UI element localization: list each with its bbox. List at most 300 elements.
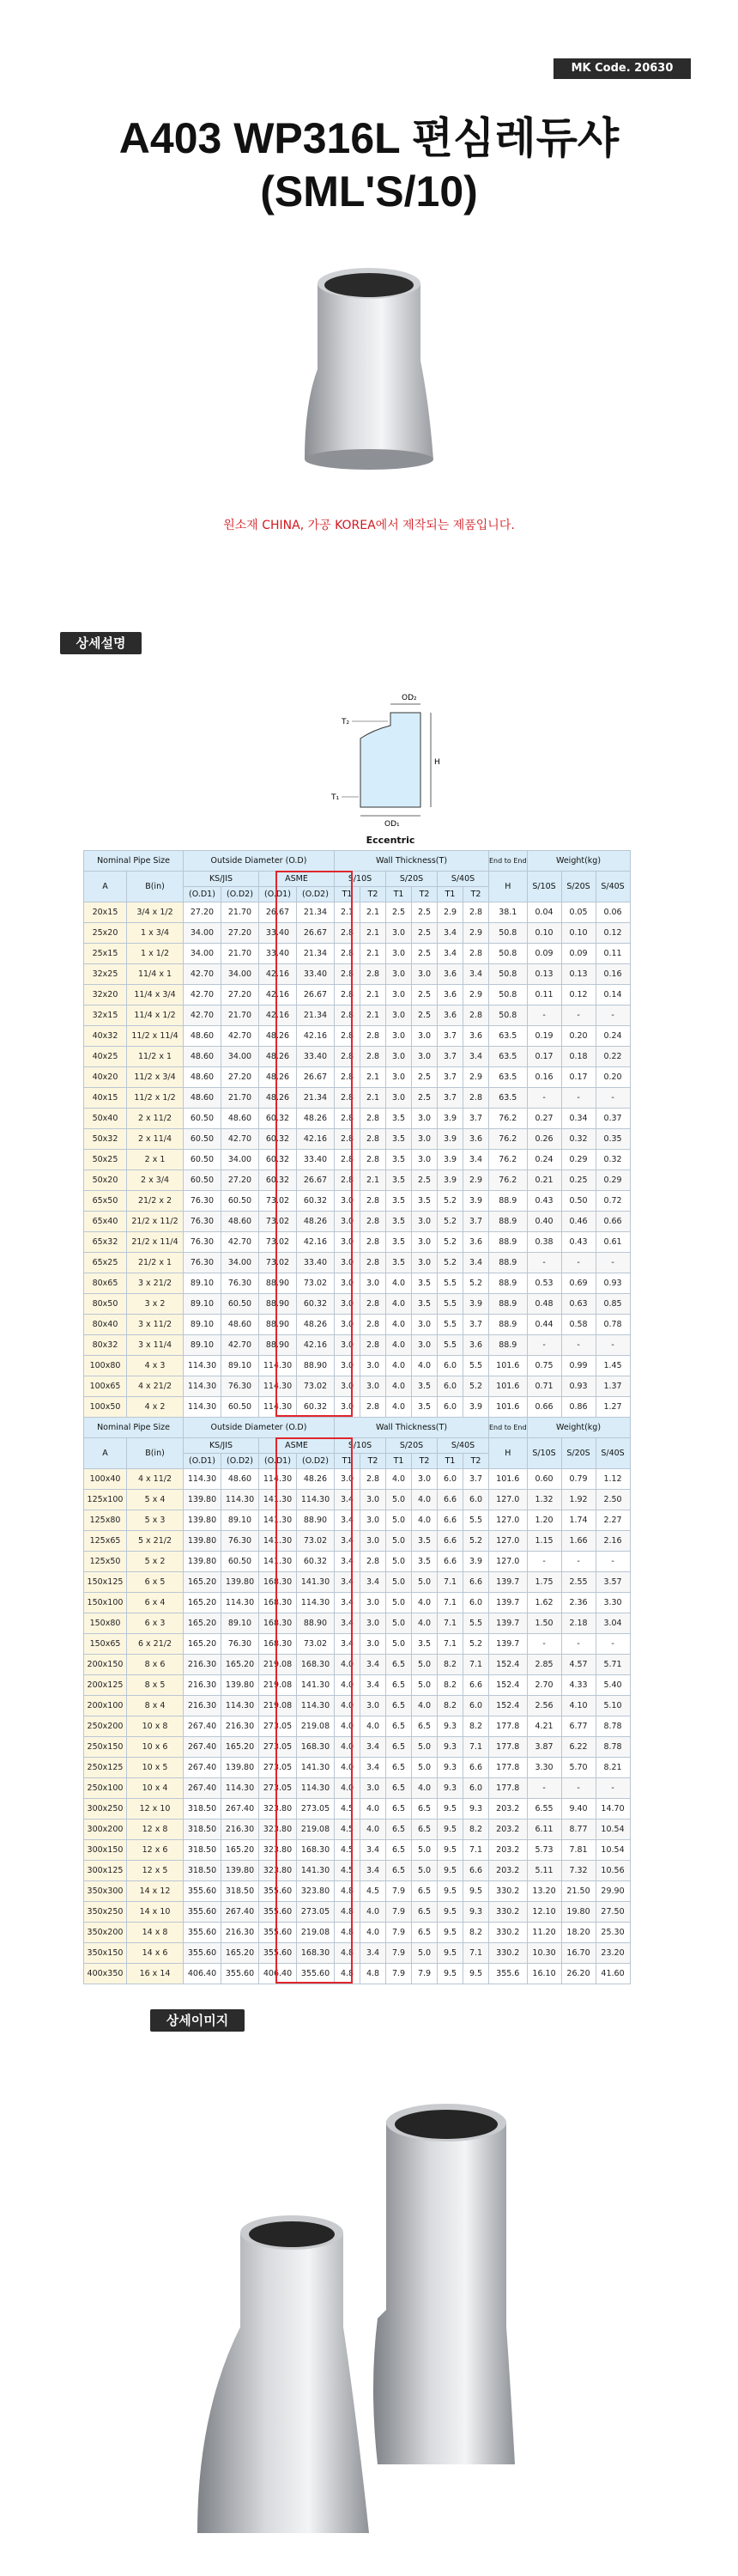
table-cell: 29.90 — [596, 1881, 630, 1902]
table-cell: 2 x 11/4 — [127, 1129, 184, 1150]
table-cell: 267.40 — [184, 1737, 221, 1758]
table-row — [84, 1335, 631, 1356]
table-cell: 0.09 — [527, 944, 561, 964]
table-cell: 3.0 — [335, 1335, 360, 1356]
table-cell: 26.67 — [259, 902, 297, 923]
table-cell: 5.0 — [386, 1613, 412, 1634]
table-cell: 5.11 — [527, 1861, 561, 1881]
table-cell: 76.2 — [489, 1109, 528, 1129]
table-cell: 3.4 — [360, 1737, 386, 1758]
table-cell: 6.6 — [438, 1510, 463, 1531]
table-cell: 50x25 — [84, 1150, 127, 1170]
table-cell: 350x200 — [84, 1923, 127, 1943]
table-cell: 73.02 — [297, 1273, 335, 1294]
table-cell: 152.4 — [489, 1696, 528, 1716]
hdr-w-s10s: S/10S — [527, 872, 561, 902]
table-cell: 3.4 — [360, 1840, 386, 1861]
table-cell: 21/2 x 11/2 — [127, 1212, 184, 1232]
table-cell: 323.80 — [259, 1861, 297, 1881]
table-cell: 5 x 4 — [127, 1490, 184, 1510]
table-cell: 12 x 5 — [127, 1861, 184, 1881]
table-cell: 127.0 — [489, 1490, 528, 1510]
table-cell: 177.8 — [489, 1737, 528, 1758]
table-cell: 73.02 — [259, 1212, 297, 1232]
table-cell: 3.0 — [412, 1232, 438, 1253]
table-cell: 3.0 — [412, 1026, 438, 1047]
table-cell: 139.80 — [184, 1531, 221, 1552]
table-cell: 165.20 — [221, 1737, 259, 1758]
table-cell: 114.30 — [297, 1778, 335, 1799]
table-cell: 318.50 — [184, 1820, 221, 1840]
table-cell: 40x25 — [84, 1047, 127, 1067]
table-cell: 76.30 — [184, 1191, 221, 1212]
hdr-t2: T2 — [412, 887, 438, 902]
table-cell: 0.66 — [527, 1397, 561, 1418]
table-cell: 27.50 — [596, 1902, 630, 1923]
table-cell: 9.5 — [463, 1964, 489, 1984]
table-cell: 4.0 — [386, 1356, 412, 1376]
table-cell: 1.32 — [527, 1490, 561, 1510]
table-cell: 219.08 — [297, 1716, 335, 1737]
table-cell: 1.20 — [527, 1510, 561, 1531]
table-cell: 33.40 — [297, 1047, 335, 1067]
table-cell: 139.80 — [184, 1510, 221, 1531]
table-cell: 33.40 — [259, 944, 297, 964]
table-cell: 6.5 — [386, 1840, 412, 1861]
table-row — [84, 1376, 631, 1397]
table-cell: 355.60 — [184, 1923, 221, 1943]
table-cell: 18.20 — [561, 1923, 596, 1943]
table-cell: 3.9 — [463, 1552, 489, 1572]
table-cell: 114.30 — [221, 1778, 259, 1799]
table-cell: 0.06 — [596, 902, 630, 923]
table-cell: 33.40 — [297, 964, 335, 985]
table-cell: 9.5 — [438, 1861, 463, 1881]
table-cell: 0.50 — [561, 1191, 596, 1212]
table-cell: 168.30 — [297, 1943, 335, 1964]
table-cell: 63.5 — [489, 1026, 528, 1047]
table-cell: 4.8 — [335, 1902, 360, 1923]
table-cell: 2.70 — [527, 1675, 561, 1696]
table-cell: 150x100 — [84, 1593, 127, 1613]
table-cell: 139.80 — [184, 1552, 221, 1572]
table-cell: 2.8 — [335, 923, 360, 944]
hdr-a: A — [84, 1438, 127, 1469]
table-cell: 3/4 x 1/2 — [127, 902, 184, 923]
table-cell: 2.9 — [463, 1067, 489, 1088]
table-cell: 0.63 — [561, 1294, 596, 1315]
table-cell: 3.9 — [438, 1129, 463, 1150]
table-cell: 114.30 — [297, 1696, 335, 1716]
table-cell: 26.67 — [297, 985, 335, 1005]
table-cell: 48.26 — [297, 1109, 335, 1129]
table-cell: 16 x 14 — [127, 1964, 184, 1984]
table-row — [84, 1634, 631, 1655]
table-cell: 89.10 — [221, 1510, 259, 1531]
table-cell: 76.30 — [221, 1376, 259, 1397]
table-cell: 3.9 — [438, 1170, 463, 1191]
table-cell: 3.4 — [335, 1552, 360, 1572]
table-cell: 406.40 — [184, 1964, 221, 1984]
table-cell: 10.54 — [596, 1840, 630, 1861]
table-cell: 114.30 — [221, 1593, 259, 1613]
table-cell: 63.5 — [489, 1088, 528, 1109]
table-cell: 5.2 — [438, 1232, 463, 1253]
table-cell: 42.16 — [297, 1335, 335, 1356]
table-cell: 27.20 — [221, 923, 259, 944]
table-cell: 5.2 — [463, 1273, 489, 1294]
table-cell: 4.21 — [527, 1716, 561, 1737]
hdr-weight: Weight(kg) — [527, 851, 630, 872]
table-cell: 0.17 — [561, 1067, 596, 1088]
hdr-asme-od2: (O.D2) — [297, 1454, 335, 1469]
table-cell: 3.5 — [412, 1634, 438, 1655]
table-cell: 76.30 — [221, 1634, 259, 1655]
table-row — [84, 1531, 631, 1552]
table-cell: 168.30 — [259, 1572, 297, 1593]
table-cell: 88.90 — [297, 1356, 335, 1376]
table-cell: 5.0 — [386, 1510, 412, 1531]
table-cell: 26.67 — [297, 1170, 335, 1191]
table-cell: 6.5 — [386, 1696, 412, 1716]
table-cell: 50.8 — [489, 923, 528, 944]
table-cell: 42.70 — [221, 1026, 259, 1047]
table-cell: 3.0 — [386, 1005, 412, 1026]
table-cell: 60.32 — [297, 1552, 335, 1572]
table-cell: 0.32 — [596, 1150, 630, 1170]
table-cell: 0.12 — [561, 985, 596, 1005]
table-cell: 3.5 — [386, 1191, 412, 1212]
table-cell: 2 x 1 — [127, 1150, 184, 1170]
table-cell: 16.70 — [561, 1943, 596, 1964]
table-cell: 7.1 — [438, 1613, 463, 1634]
table-cell: 3.4 — [335, 1510, 360, 1531]
table-cell: 3.0 — [386, 1026, 412, 1047]
table-cell: 101.6 — [489, 1397, 528, 1418]
table-cell: 3.0 — [412, 1047, 438, 1067]
table-cell: 0.04 — [527, 902, 561, 923]
table-cell: 4.0 — [360, 1716, 386, 1737]
table-cell: 4 x 2 — [127, 1397, 184, 1418]
table-cell: 2.8 — [360, 1129, 386, 1150]
table-cell: 60.32 — [259, 1150, 297, 1170]
hdr-wall: Wall Thickness(T) — [335, 1418, 489, 1438]
table-cell: 2.5 — [412, 902, 438, 923]
table-row — [84, 1881, 631, 1902]
table-cell: 125x65 — [84, 1531, 127, 1552]
table-cell: 48.26 — [297, 1315, 335, 1335]
table-cell: 3.5 — [386, 1253, 412, 1273]
table-cell: 40x15 — [84, 1088, 127, 1109]
table-cell: 5.2 — [438, 1191, 463, 1212]
table-cell: 0.93 — [596, 1273, 630, 1294]
table-cell: 0.48 — [527, 1294, 561, 1315]
table-cell: 165.20 — [184, 1572, 221, 1593]
table-row — [84, 1696, 631, 1716]
table-cell: 10.56 — [596, 1861, 630, 1881]
table-cell: 48.60 — [221, 1469, 259, 1490]
table-cell: 9.5 — [438, 1964, 463, 1984]
table-cell: 40x20 — [84, 1067, 127, 1088]
table-cell: 48.60 — [221, 1109, 259, 1129]
table-cell: 273.05 — [259, 1716, 297, 1737]
table-cell: 216.30 — [184, 1655, 221, 1675]
table-cell: 150x125 — [84, 1572, 127, 1593]
table-cell: 300x150 — [84, 1840, 127, 1861]
table-cell: 3.4 — [335, 1593, 360, 1613]
table-cell: 6.0 — [438, 1469, 463, 1490]
table-cell: 1.92 — [561, 1490, 596, 1510]
table-cell: 3.0 — [335, 1253, 360, 1273]
table-cell: 9.5 — [463, 1881, 489, 1902]
table-cell: 355.6 — [489, 1964, 528, 1984]
table-cell: 3.5 — [412, 1531, 438, 1552]
table-cell: 4.0 — [412, 1696, 438, 1716]
table-cell: 2.8 — [360, 1315, 386, 1335]
table-cell: 267.40 — [221, 1799, 259, 1820]
table-cell: 4.0 — [335, 1737, 360, 1758]
table-cell: 80x65 — [84, 1273, 127, 1294]
table-row — [84, 1490, 631, 1510]
table-cell: 6.0 — [463, 1778, 489, 1799]
table-cell: 3.5 — [412, 1273, 438, 1294]
table-cell: 3.4 — [335, 1531, 360, 1552]
table-cell: 5.5 — [438, 1273, 463, 1294]
table-cell: 6.6 — [463, 1572, 489, 1593]
table-cell: 4.5 — [335, 1861, 360, 1881]
table-cell: 2.5 — [412, 1170, 438, 1191]
table-cell: 50x40 — [84, 1109, 127, 1129]
table-cell: 2.1 — [360, 985, 386, 1005]
table-cell: 6 x 5 — [127, 1572, 184, 1593]
table-cell: 2.8 — [335, 1088, 360, 1109]
table-cell: 203.2 — [489, 1799, 528, 1820]
table-cell: 114.30 — [259, 1356, 297, 1376]
table-cell: 6.5 — [412, 1881, 438, 1902]
table-cell: 0.17 — [527, 1047, 561, 1067]
table-cell: 3.0 — [412, 1150, 438, 1170]
table-cell: 5.73 — [527, 1840, 561, 1861]
table-cell: 3.6 — [463, 1129, 489, 1150]
table-cell: 11/2 x 1/2 — [127, 1088, 184, 1109]
table-cell: 4.8 — [335, 1923, 360, 1943]
table-cell: 114.30 — [184, 1356, 221, 1376]
table-cell: 9.3 — [438, 1716, 463, 1737]
hdr-s20s: S/20S — [386, 1438, 438, 1454]
table-cell: 3.0 — [360, 1356, 386, 1376]
table-cell: 4.5 — [360, 1881, 386, 1902]
table-cell: 3.5 — [386, 1212, 412, 1232]
table-cell: 60.32 — [259, 1129, 297, 1150]
table-cell: 273.05 — [259, 1737, 297, 1758]
table-row — [84, 1253, 631, 1273]
table-cell: 1.27 — [596, 1397, 630, 1418]
table-cell: 60.50 — [221, 1191, 259, 1212]
table-cell: - — [561, 1088, 596, 1109]
table-cell: 20x15 — [84, 902, 127, 923]
table-cell: 0.20 — [561, 1026, 596, 1047]
product-detail-image — [172, 2104, 618, 2550]
table-cell: 5.10 — [596, 1696, 630, 1716]
table-cell: 3.4 — [360, 1943, 386, 1964]
table-cell: 19.80 — [561, 1902, 596, 1923]
table-cell: 6.6 — [463, 1861, 489, 1881]
table-cell: 76.2 — [489, 1129, 528, 1150]
table-cell: 165.20 — [184, 1593, 221, 1613]
hdr-a: A — [84, 872, 127, 902]
table-cell: 21/2 x 11/4 — [127, 1232, 184, 1253]
table-cell: 9.5 — [438, 1881, 463, 1902]
table-cell: 5.2 — [438, 1212, 463, 1232]
table-cell: 76.2 — [489, 1170, 528, 1191]
table-cell: 21.34 — [297, 1005, 335, 1026]
table-cell: 101.6 — [489, 1376, 528, 1397]
table-cell: 60.32 — [259, 1170, 297, 1191]
table-cell: 141.30 — [259, 1490, 297, 1510]
table-cell: 141.30 — [297, 1572, 335, 1593]
table-cell: 168.30 — [297, 1737, 335, 1758]
table-cell: 323.80 — [259, 1840, 297, 1861]
table-cell: 6.5 — [386, 1758, 412, 1778]
table-cell: 0.44 — [527, 1315, 561, 1335]
table-cell: 6.5 — [386, 1716, 412, 1737]
table-cell: 11/4 x 3/4 — [127, 985, 184, 1005]
table-cell: 88.9 — [489, 1253, 528, 1273]
table-cell: 6.5 — [386, 1655, 412, 1675]
table-cell: 219.08 — [259, 1655, 297, 1675]
hdr-t2: T2 — [463, 887, 489, 902]
table-cell: 2.8 — [360, 1469, 386, 1490]
diagram-od2-label: OD₂ — [402, 694, 417, 702]
table-cell: 5.2 — [438, 1253, 463, 1273]
table-cell: 48.26 — [297, 1212, 335, 1232]
hdr-weight: Weight(kg) — [527, 1418, 630, 1438]
table-cell: - — [596, 1634, 630, 1655]
table-cell: 0.09 — [561, 944, 596, 964]
table-cell: 2.8 — [463, 902, 489, 923]
table-cell: 4.10 — [561, 1696, 596, 1716]
table-row — [84, 1026, 631, 1047]
table-cell: - — [561, 1253, 596, 1273]
table-cell: 34.00 — [184, 923, 221, 944]
table-cell: 48.60 — [184, 1047, 221, 1067]
table-cell: 7.1 — [438, 1572, 463, 1593]
table-cell: 34.00 — [221, 964, 259, 985]
table-cell: 177.8 — [489, 1758, 528, 1778]
table-cell: 350x250 — [84, 1902, 127, 1923]
table-cell: 1.37 — [596, 1376, 630, 1397]
table-cell: 26.67 — [297, 1067, 335, 1088]
table-cell: 5.0 — [412, 1758, 438, 1778]
table-cell: 3.5 — [412, 1552, 438, 1572]
table-cell: 48.26 — [259, 1026, 297, 1047]
table-cell: 6.0 — [463, 1696, 489, 1716]
table-cell: - — [561, 1552, 596, 1572]
table-cell: 3.4 — [438, 944, 463, 964]
table-cell: 76.2 — [489, 1150, 528, 1170]
table-cell: 25x15 — [84, 944, 127, 964]
table-row — [84, 1737, 631, 1758]
table-cell: 0.85 — [596, 1294, 630, 1315]
table-cell: 6.5 — [412, 1799, 438, 1820]
table-cell: 3.5 — [412, 1191, 438, 1212]
table-cell: 300x200 — [84, 1820, 127, 1840]
table-cell: 3.0 — [360, 1778, 386, 1799]
table-cell: 3.7 — [438, 1067, 463, 1088]
table-cell: 0.29 — [561, 1150, 596, 1170]
table-cell: 0.12 — [596, 923, 630, 944]
table-cell: 21.70 — [221, 1005, 259, 1026]
table-cell: 3.5 — [412, 1397, 438, 1418]
table-row — [84, 1294, 631, 1315]
hdr-od2: (O.D2) — [221, 1454, 259, 1469]
table-cell: 3.0 — [360, 1531, 386, 1552]
table-cell: 250x125 — [84, 1758, 127, 1778]
table-cell: 88.90 — [259, 1273, 297, 1294]
table-cell: 6.5 — [386, 1737, 412, 1758]
table-row — [84, 964, 631, 985]
table-cell: 300x250 — [84, 1799, 127, 1820]
table-row — [84, 1613, 631, 1634]
table-cell: 21.34 — [297, 902, 335, 923]
table-cell: 1.62 — [527, 1593, 561, 1613]
table-cell: 48.26 — [259, 1067, 297, 1088]
table-cell: 48.60 — [184, 1067, 221, 1088]
table-cell: - — [527, 1253, 561, 1273]
table-row — [84, 1232, 631, 1253]
table-cell: 0.60 — [527, 1469, 561, 1490]
table-cell: 2.1 — [360, 1170, 386, 1191]
table-cell: 323.80 — [297, 1881, 335, 1902]
table-cell: 100x65 — [84, 1376, 127, 1397]
table-cell: 2.1 — [335, 902, 360, 923]
table-row — [84, 1109, 631, 1129]
table-cell: 88.9 — [489, 1315, 528, 1335]
table-cell: 4.8 — [335, 1881, 360, 1902]
table-cell: 4.0 — [412, 1490, 438, 1510]
table-cell: 6.0 — [463, 1593, 489, 1613]
table-cell: 5.5 — [463, 1613, 489, 1634]
hdr-end: End to End — [489, 851, 528, 872]
table-cell: 32x20 — [84, 985, 127, 1005]
table-cell: 3.4 — [360, 1572, 386, 1593]
table-cell: 125x80 — [84, 1510, 127, 1531]
table-cell: 4.0 — [412, 1778, 438, 1799]
table-cell: 355.60 — [259, 1902, 297, 1923]
table-cell: 216.30 — [221, 1820, 259, 1840]
table-cell: 3.0 — [412, 1212, 438, 1232]
table-cell: 7.9 — [412, 1964, 438, 1984]
table-cell: 0.72 — [596, 1191, 630, 1212]
table-cell: 114.30 — [297, 1593, 335, 1613]
table-cell: 219.08 — [297, 1820, 335, 1840]
table-cell: 2.8 — [335, 1005, 360, 1026]
table-cell: 0.18 — [561, 1047, 596, 1067]
table-cell: 273.05 — [259, 1778, 297, 1799]
table-cell: 5.0 — [412, 1943, 438, 1964]
table-cell: 5.2 — [463, 1376, 489, 1397]
table-cell: 8.2 — [463, 1820, 489, 1840]
table-cell: 2.9 — [463, 985, 489, 1005]
hdr-t2: T2 — [360, 1454, 386, 1469]
table-cell: 38.1 — [489, 902, 528, 923]
table-cell: 267.40 — [184, 1778, 221, 1799]
table-cell: 60.32 — [297, 1294, 335, 1315]
table-cell: - — [596, 1335, 630, 1356]
table-cell: 13.20 — [527, 1881, 561, 1902]
table-cell: 48.26 — [259, 1088, 297, 1109]
table-cell: 0.13 — [561, 964, 596, 985]
